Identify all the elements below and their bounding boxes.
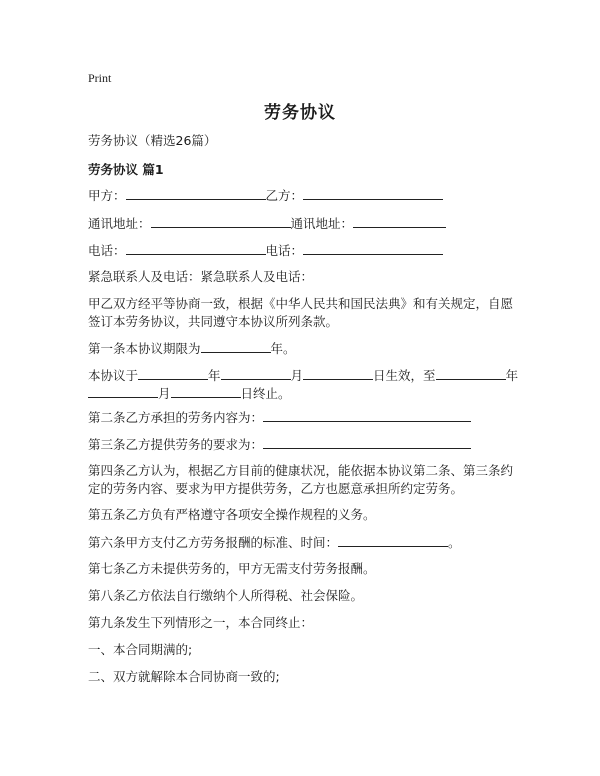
address-a-blank xyxy=(151,214,291,228)
payment-standard-blank xyxy=(338,533,448,547)
document-subtitle: 劳务协议（精选26篇） xyxy=(88,133,217,148)
party-a-label: 甲方： xyxy=(88,188,126,203)
article-7: 第七条乙方未提供劳务的，甲方无需支付劳务报酬。 xyxy=(88,561,376,576)
start-year-blank xyxy=(138,366,208,380)
article-9: 第九条发生下列情形之一，本合同终止： xyxy=(88,615,314,630)
end-month-blank xyxy=(88,384,158,398)
phone-b-blank xyxy=(303,241,443,255)
labor-content-blank xyxy=(263,408,471,422)
address-row xyxy=(88,214,446,233)
termination-item-1: 一、本合同期满的; xyxy=(88,642,193,657)
termination-item-2: 二、双方就解除本合同协商一致的; xyxy=(88,669,280,684)
end-label: 日终止。 xyxy=(240,386,291,401)
article-4: 第四条乙方认为，根据乙方目前的健康状况，能依据本协议第二条、第三条约定的劳务内容、要求为甲方提供劳务，乙方也愿意承担所约定劳务。 xyxy=(88,463,514,496)
article-3 xyxy=(88,435,471,454)
start-day-blank xyxy=(303,366,373,380)
end-year-blank xyxy=(436,366,506,380)
labor-requirement-blank xyxy=(263,435,471,449)
article-1 xyxy=(88,339,296,358)
section-title: 劳务协议 篇1 xyxy=(88,162,164,177)
phone-a-blank xyxy=(126,241,266,255)
effective-label: 日生效，至 xyxy=(373,368,436,383)
article-6 xyxy=(88,533,461,552)
party-row xyxy=(88,186,443,205)
start-month-blank xyxy=(221,366,291,380)
article-8: 第八条乙方依法自行缴纳个人所得税、社会保险。 xyxy=(88,588,364,603)
address-b-label: 通讯地址： xyxy=(290,216,354,231)
party-a-blank xyxy=(126,186,266,200)
phone-row xyxy=(88,241,443,260)
end-day-blank xyxy=(171,384,241,398)
preamble-paragraph: 甲乙双方经平等协商一致，根据《中华人民共和国民法典》和有关规定，自愿签订本劳务协议，共同遵守本协议所列条款。 xyxy=(88,296,514,329)
party-b-label: 乙方： xyxy=(265,188,304,203)
emergency-contact-line: 紧急联系人及电话：紧急联系人及电话： xyxy=(88,269,314,284)
term-start-label: 本协议于 xyxy=(88,368,139,383)
phone-a-label: 电话： xyxy=(88,243,126,258)
start-year-label: 年 xyxy=(208,368,221,383)
document-title: 劳务协议 xyxy=(264,103,336,123)
article-2-text: 第二条乙方承担的劳务内容为： xyxy=(88,410,264,425)
article-3-text: 第三条乙方提供劳务的要求为： xyxy=(88,437,264,452)
address-a-label: 通讯地址： xyxy=(88,216,151,231)
article-6-text: 第六条甲方支付乙方劳务报酬的标准、时间： xyxy=(88,535,339,550)
end-month-label: 月 xyxy=(158,386,171,401)
term-dates-line-1 xyxy=(88,366,518,385)
term-years-blank xyxy=(201,339,271,353)
start-month-label: 月 xyxy=(290,368,304,383)
term-dates-line-2 xyxy=(88,384,291,403)
article-6-suffix: 。 xyxy=(448,535,461,550)
print-label[interactable]: Print xyxy=(88,71,112,85)
end-year-label: 年 xyxy=(505,368,519,383)
address-b-blank xyxy=(353,214,446,228)
article-1-text: 第一条本协议期限为 xyxy=(88,341,201,356)
article-1-suffix: 年。 xyxy=(270,341,296,356)
phone-b-label: 电话： xyxy=(265,243,304,258)
party-b-blank xyxy=(303,186,443,200)
article-5: 第五条乙方负有严格遵守各项安全操作规程的义务。 xyxy=(88,507,376,522)
article-2 xyxy=(88,408,471,427)
